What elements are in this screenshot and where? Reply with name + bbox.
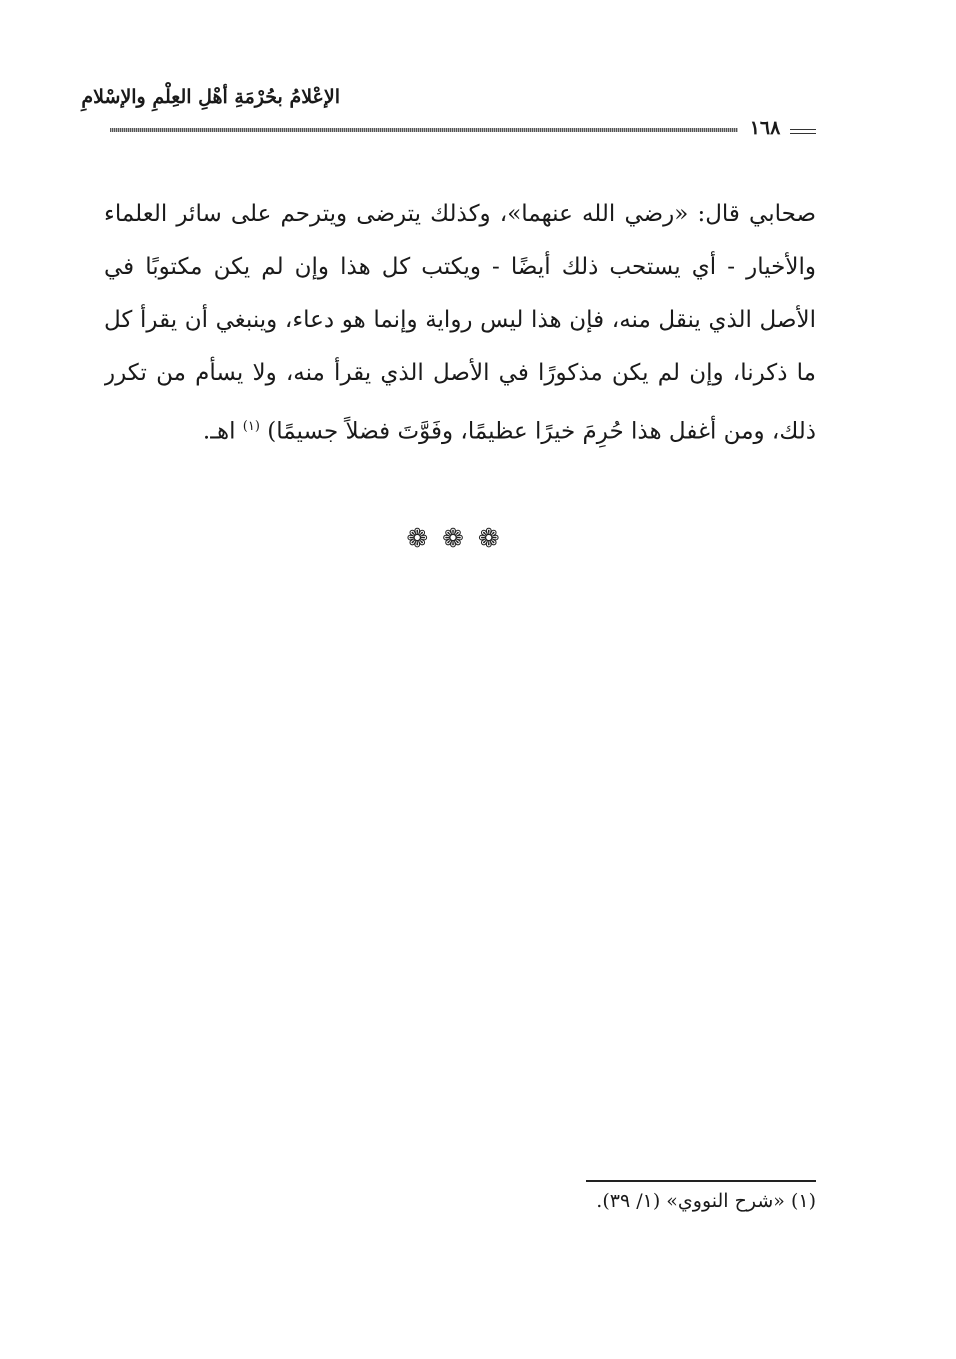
header-rule	[110, 128, 738, 132]
body-line: صحابي قال: «رضي الله عنهما»، وكذلك يترضى ويترحم على سائر العلماء	[104, 201, 816, 227]
body-paragraph	[104, 188, 816, 459]
body-line-end: اهـ.	[202, 418, 236, 445]
running-title: الإعْلامُ بحُرْمَةِ أهْلِ العِلْمِ والإسْلامِ	[81, 86, 340, 108]
page-number: ١٦٨	[749, 117, 781, 139]
page-number-rule	[790, 129, 816, 134]
section-separator-flowers: ❁❁❁	[406, 524, 514, 554]
footnote: (١) «شرح النووي» (١/ ٣٩).	[596, 1190, 816, 1212]
body-line: والأخيار - أي يستحب ذلك أيضًا - ويكتب كل هذا وإن لم يكن مكتوبًا في	[104, 254, 816, 280]
body-line: الأصل الذي ينقل منه، فإن هذا ليس رواية وإنما هو دعاء، وينبغي أن يقرأ كل	[104, 307, 816, 333]
footnote-rule	[586, 1180, 816, 1182]
body-line-last-text: ذلك، ومن أغفل هذا حُرِمَ خيرًا عظيمًا، وفَوَّتَ فضلاً جسيمًا)	[267, 418, 816, 445]
body-line: ما ذكرنا، وإن لم يكن مذكورًا في الأصل الذي يقرأ منه، ولا يسأم من تكرر	[104, 360, 816, 386]
body-line-last	[104, 400, 816, 459]
footnote-reference[interactable]: (١)	[242, 419, 260, 434]
